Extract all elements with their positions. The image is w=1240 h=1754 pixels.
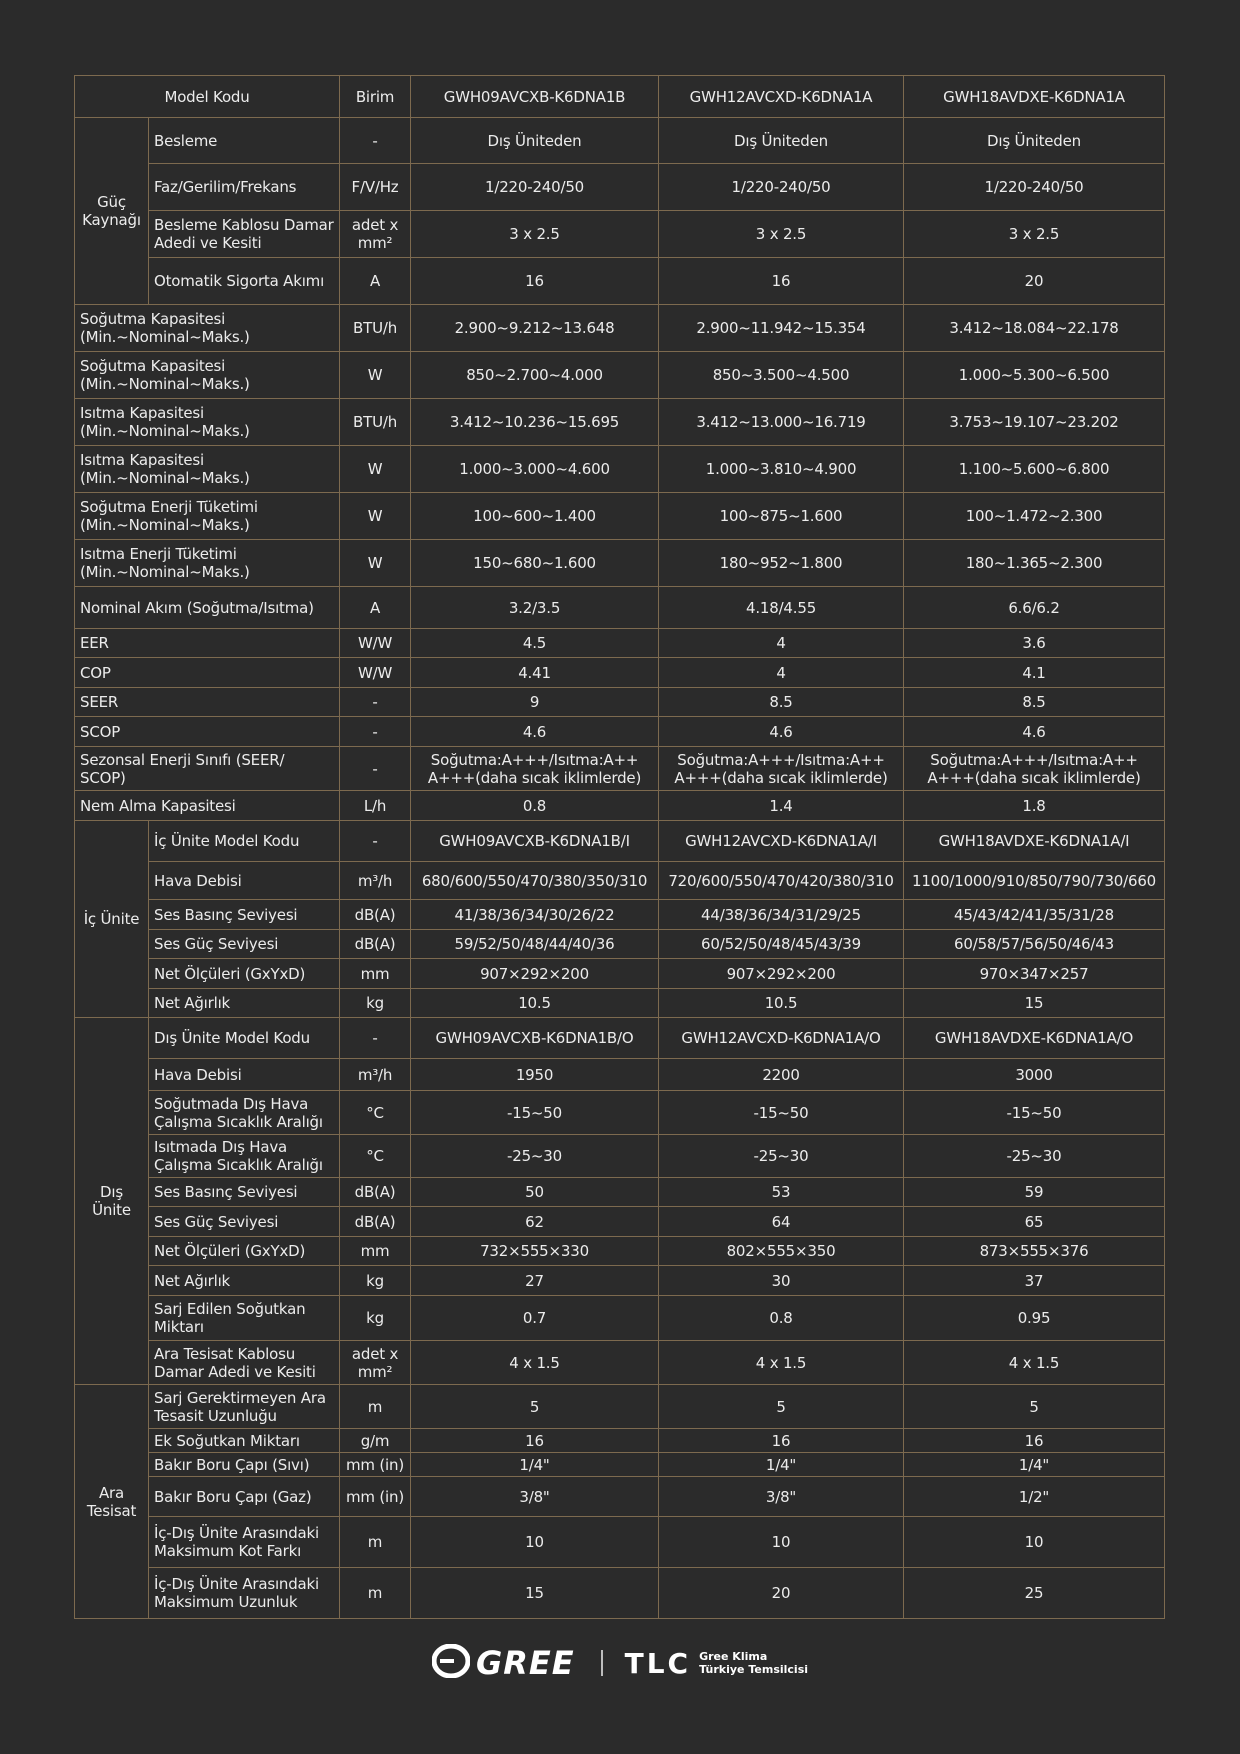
cell-value: 1/220-240/50 [411,164,659,211]
table-row [75,688,1165,717]
row-label: Isıtma Enerji Tüketimi (Min.~Nominal~Maks.) [75,540,340,587]
cell-value: 3.6 [904,629,1165,658]
cell-value: 5 [659,1385,904,1429]
row-unit: W [340,493,411,540]
row-unit: W [340,352,411,399]
row-label: Bakır Boru Çapı (Gaz) [149,1477,340,1517]
table-row [75,1453,1165,1477]
row-label: İç-Dış Ünite Arasındaki Maksimum Uzunluk [149,1568,340,1619]
row-unit: A [340,258,411,305]
row-label: Soğutmada Dış Hava Çalışma Sıcaklık Aralığı [149,1091,340,1135]
table-row [75,493,1165,540]
row-label: Isıtma Kapasitesi (Min.~Nominal~Maks.) [75,446,340,493]
tlc-subtitle-line-1: Gree Klima [699,1650,768,1663]
cell-value: 25 [904,1568,1165,1619]
cell-value: 50 [411,1178,659,1207]
table-row [75,1207,1165,1237]
cell-value: 59 [904,1178,1165,1207]
row-unit: - [340,118,411,164]
row-label: Soğutma Enerji Tüketimi (Min.~Nominal~Maks.) [75,493,340,540]
cell-value: 15 [411,1568,659,1619]
cell-value: 2.900~9.212~13.648 [411,305,659,352]
cell-value: 1.000~3.000~4.600 [411,446,659,493]
row-label: Ek Soğutkan Miktarı [149,1429,340,1453]
row-label: SCOP [75,717,340,747]
table-row [75,1018,1165,1059]
table-row [75,1568,1165,1619]
gree-swirl-icon [432,1644,470,1682]
cell-value: 4 [659,658,904,688]
cell-value: 16 [904,1429,1165,1453]
cell-value: 1.000~3.810~4.900 [659,446,904,493]
table-row [75,1178,1165,1207]
table-row [75,305,1165,352]
cell-value: 3/8" [411,1477,659,1517]
table-row [75,959,1165,989]
cell-value: 3 x 2.5 [411,211,659,258]
cell-value: 4.18/4.55 [659,587,904,629]
cell-value: 5 [411,1385,659,1429]
gree-logo [432,1644,575,1682]
cell-value: 3 x 2.5 [659,211,904,258]
row-label: COP [75,658,340,688]
row-unit: g/m [340,1429,411,1453]
row-label: Net Ölçüleri (GxYxD) [149,959,340,989]
cell-value: 6.6/6.2 [904,587,1165,629]
row-label: Isıtmada Dış Hava Çalışma Sıcaklık Aralığı [149,1135,340,1178]
cell-value: 62 [411,1207,659,1237]
row-unit: kg [340,989,411,1018]
cell-value: -15~50 [411,1091,659,1135]
row-label: İç-Dış Ünite Arasındaki Maksimum Kot Farkı [149,1517,340,1568]
row-label: Ara Tesisat Kablosu Damar Adedi ve Kesiti [149,1341,340,1385]
cell-value: 15 [904,989,1165,1018]
table-row [75,989,1165,1018]
tlc-subtitle [699,1650,808,1676]
table-row [75,930,1165,959]
row-unit: mm [340,959,411,989]
row-label: Nominal Akım (Soğutma/Isıtma) [75,587,340,629]
cell-value: 64 [659,1207,904,1237]
table-row [75,1237,1165,1266]
cell-value: 4.6 [904,717,1165,747]
gree-wordmark: GREE [475,1644,575,1682]
row-label: Net Ağırlık [149,1266,340,1296]
cell-value: 4.1 [904,658,1165,688]
cell-value: 4.5 [411,629,659,658]
row-unit: mm [340,1237,411,1266]
cell-value: 8.5 [904,688,1165,717]
cell-value: 41/38/36/34/30/26/22 [411,900,659,930]
cell-value: 3 x 2.5 [904,211,1165,258]
table-row [75,1266,1165,1296]
row-unit: - [340,1018,411,1059]
header-model-1: GWH09AVCXB-K6DNA1B [411,76,659,118]
table-row [75,1477,1165,1517]
row-unit: m [340,1568,411,1619]
row-unit: adet x mm² [340,211,411,258]
cell-value: 65 [904,1207,1165,1237]
cell-value: GWH12AVCXD-K6DNA1A/O [659,1018,904,1059]
cell-value: 59/52/50/48/44/40/36 [411,930,659,959]
cell-value: 4 x 1.5 [904,1341,1165,1385]
row-label: SEER [75,688,340,717]
row-unit: °C [340,1135,411,1178]
cell-value: GWH09AVCXB-K6DNA1B/I [411,821,659,862]
group-ic-unite: İç Ünite [75,821,149,1018]
cell-value: 1/4" [659,1453,904,1477]
table-row [75,862,1165,900]
cell-value: 27 [411,1266,659,1296]
cell-value: 45/43/42/41/35/31/28 [904,900,1165,930]
tlc-wordmark: TLC [624,1646,692,1680]
cell-value: GWH12AVCXD-K6DNA1A/I [659,821,904,862]
cell-value: 3.412~13.000~16.719 [659,399,904,446]
cell-value: 3.412~18.084~22.178 [904,305,1165,352]
cell-value: 4.6 [411,717,659,747]
cell-value: 20 [904,258,1165,305]
spec-table [74,75,1165,1619]
header-model: Model Kodu [75,76,340,118]
table-row [75,1059,1165,1091]
row-label: EER [75,629,340,658]
cell-value: 100~875~1.600 [659,493,904,540]
header-unit: Birim [340,76,411,118]
cell-value: 0.7 [411,1296,659,1341]
cell-value: GWH09AVCXB-K6DNA1B/O [411,1018,659,1059]
cell-value: 1/220-240/50 [904,164,1165,211]
row-unit: - [340,821,411,862]
row-unit: mm (in) [340,1477,411,1517]
cell-value: 1.8 [904,791,1165,821]
cell-value: 4.6 [659,717,904,747]
row-unit: A [340,587,411,629]
table-row [75,1135,1165,1178]
cell-value: 8.5 [659,688,904,717]
logo-divider [601,1650,603,1676]
spec-sheet [74,75,1164,1619]
row-unit: m³/h [340,862,411,900]
table-row [75,747,1165,791]
table-row [75,717,1165,747]
cell-value: Dış Üniteden [411,118,659,164]
row-unit: - [340,717,411,747]
cell-value: 873×555×376 [904,1237,1165,1266]
cell-value: 1950 [411,1059,659,1091]
cell-value: 2200 [659,1059,904,1091]
row-label: Ses Basınç Seviyesi [149,900,340,930]
cell-value: 4.41 [411,658,659,688]
cell-value: 732×555×330 [411,1237,659,1266]
cell-value: 16 [659,258,904,305]
cell-value: 30 [659,1266,904,1296]
table-row [75,258,1165,305]
table-row [75,658,1165,688]
cell-value: Soğutma:A+++/Isıtma:A++ A+++(daha sıcak iklimlerde) [904,747,1165,791]
table-row [75,118,1165,164]
cell-value: 37 [904,1266,1165,1296]
row-label: Dış Ünite Model Kodu [149,1018,340,1059]
cell-value: 1/4" [904,1453,1165,1477]
cell-value: 1.4 [659,791,904,821]
cell-value: 44/38/36/34/31/29/25 [659,900,904,930]
table-row [75,1091,1165,1135]
cell-value: 10 [659,1517,904,1568]
cell-value: Dış Üniteden [659,118,904,164]
cell-value: 0.8 [411,791,659,821]
cell-value: 1/220-240/50 [659,164,904,211]
cell-value: 16 [659,1429,904,1453]
cell-value: -25~30 [411,1135,659,1178]
cell-value: 100~1.472~2.300 [904,493,1165,540]
tlc-logo [625,1647,808,1680]
cell-value: 1.100~5.600~6.800 [904,446,1165,493]
table-row [75,352,1165,399]
group-dis-unite: Dış Ünite [75,1018,149,1385]
cell-value: 4 [659,629,904,658]
row-unit: F/V/Hz [340,164,411,211]
cell-value: 1/2" [904,1477,1165,1517]
cell-value: 907×292×200 [411,959,659,989]
cell-value: 850~2.700~4.000 [411,352,659,399]
row-label: Net Ağırlık [149,989,340,1018]
cell-value: 9 [411,688,659,717]
row-label: Net Ölçüleri (GxYxD) [149,1237,340,1266]
cell-value: 802×555×350 [659,1237,904,1266]
cell-value: 2.900~11.942~15.354 [659,305,904,352]
table-row [75,446,1165,493]
row-label: Faz/Gerilim/Frekans [149,164,340,211]
cell-value: 60/58/57/56/50/46/43 [904,930,1165,959]
row-label: Sarj Edilen Soğutkan Miktarı [149,1296,340,1341]
row-label: Hava Debisi [149,862,340,900]
row-unit: °C [340,1091,411,1135]
header-model-3: GWH18AVDXE-K6DNA1A [904,76,1165,118]
row-unit: mm (in) [340,1453,411,1477]
cell-value: GWH18AVDXE-K6DNA1A/I [904,821,1165,862]
table-row [75,1429,1165,1453]
cell-value: 3.753~19.107~23.202 [904,399,1165,446]
cell-value: 10.5 [659,989,904,1018]
row-unit: W [340,446,411,493]
cell-value: 60/52/50/48/45/43/39 [659,930,904,959]
cell-value: 5 [904,1385,1165,1429]
row-label: Bakır Boru Çapı (Sıvı) [149,1453,340,1477]
cell-value: -15~50 [904,1091,1165,1135]
cell-value: 180~952~1.800 [659,540,904,587]
row-unit: L/h [340,791,411,821]
cell-value: -25~30 [659,1135,904,1178]
cell-value: 1/4" [411,1453,659,1477]
cell-value: Soğutma:A+++/Isıtma:A++ A+++(daha sıcak iklimlerde) [659,747,904,791]
cell-value: -15~50 [659,1091,904,1135]
row-unit: m [340,1517,411,1568]
row-label: Isıtma Kapasitesi (Min.~Nominal~Maks.) [75,399,340,446]
row-unit: dB(A) [340,1178,411,1207]
row-unit: m [340,1385,411,1429]
cell-value: GWH18AVDXE-K6DNA1A/O [904,1018,1165,1059]
cell-value: 20 [659,1568,904,1619]
row-label: Soğutma Kapasitesi (Min.~Nominal~Maks.) [75,305,340,352]
cell-value: 680/600/550/470/380/350/310 [411,862,659,900]
cell-value: 10 [904,1517,1165,1568]
cell-value: Soğutma:A+++/Isıtma:A++ A+++(daha sıcak iklimlerde) [411,747,659,791]
table-row [75,164,1165,211]
row-label: Besleme [149,118,340,164]
header-model-2: GWH12AVCXD-K6DNA1A [659,76,904,118]
row-unit: W [340,540,411,587]
cell-value: 720/600/550/470/420/380/310 [659,862,904,900]
cell-value: 1.000~5.300~6.500 [904,352,1165,399]
header-row [75,76,1165,118]
table-row [75,1341,1165,1385]
cell-value: -25~30 [904,1135,1165,1178]
row-unit: BTU/h [340,305,411,352]
row-label: Nem Alma Kapasitesi [75,791,340,821]
cell-value: 16 [411,258,659,305]
cell-value: 3000 [904,1059,1165,1091]
cell-value: 0.8 [659,1296,904,1341]
cell-value: 53 [659,1178,904,1207]
group-ara-tesisat: Ara Tesisat [75,1385,149,1619]
row-label: Sarj Gerektirmeyen Ara Tesasit Uzunluğu [149,1385,340,1429]
cell-value: 3/8" [659,1477,904,1517]
cell-value: 3.412~10.236~15.695 [411,399,659,446]
row-label: Otomatik Sigorta Akımı [149,258,340,305]
cell-value: 4 x 1.5 [411,1341,659,1385]
row-unit: - [340,747,411,791]
cell-value: 150~680~1.600 [411,540,659,587]
cell-value: Dış Üniteden [904,118,1165,164]
row-unit: W/W [340,658,411,688]
row-unit: - [340,688,411,717]
table-row [75,821,1165,862]
cell-value: 1100/1000/910/850/790/730/660 [904,862,1165,900]
footer-logos [0,1644,1240,1682]
table-row [75,1517,1165,1568]
tlc-subtitle-line-2: Türkiye Temsilcisi [699,1663,809,1676]
cell-value: 16 [411,1429,659,1453]
row-label: Besleme Kablosu Damar Adedi ve Kesiti [149,211,340,258]
row-unit: dB(A) [340,900,411,930]
cell-value: 970×347×257 [904,959,1165,989]
cell-value: 10 [411,1517,659,1568]
row-unit: dB(A) [340,930,411,959]
row-unit: W/W [340,629,411,658]
row-label: İç Ünite Model Kodu [149,821,340,862]
row-label: Ses Güç Seviyesi [149,930,340,959]
table-row [75,900,1165,930]
table-row [75,211,1165,258]
group-guc-kaynagi: Güç Kaynağı [75,118,149,305]
cell-value: 10.5 [411,989,659,1018]
table-row [75,791,1165,821]
table-row [75,587,1165,629]
row-unit: BTU/h [340,399,411,446]
cell-value: 907×292×200 [659,959,904,989]
table-row [75,629,1165,658]
table-row [75,1296,1165,1341]
cell-value: 0.95 [904,1296,1165,1341]
row-label: Ses Güç Seviyesi [149,1207,340,1237]
cell-value: 180~1.365~2.300 [904,540,1165,587]
cell-value: 3.2/3.5 [411,587,659,629]
cell-value: 100~600~1.400 [411,493,659,540]
cell-value: 4 x 1.5 [659,1341,904,1385]
row-unit: m³/h [340,1059,411,1091]
table-row [75,399,1165,446]
row-label: Hava Debisi [149,1059,340,1091]
row-label: Soğutma Kapasitesi (Min.~Nominal~Maks.) [75,352,340,399]
cell-value: 850~3.500~4.500 [659,352,904,399]
row-unit: adet x mm² [340,1341,411,1385]
row-label: Ses Basınç Seviyesi [149,1178,340,1207]
row-unit: kg [340,1266,411,1296]
row-label: Sezonsal Enerji Sınıfı (SEER/ SCOP) [75,747,340,791]
table-row [75,1385,1165,1429]
row-unit: dB(A) [340,1207,411,1237]
table-row [75,540,1165,587]
row-unit: kg [340,1296,411,1341]
